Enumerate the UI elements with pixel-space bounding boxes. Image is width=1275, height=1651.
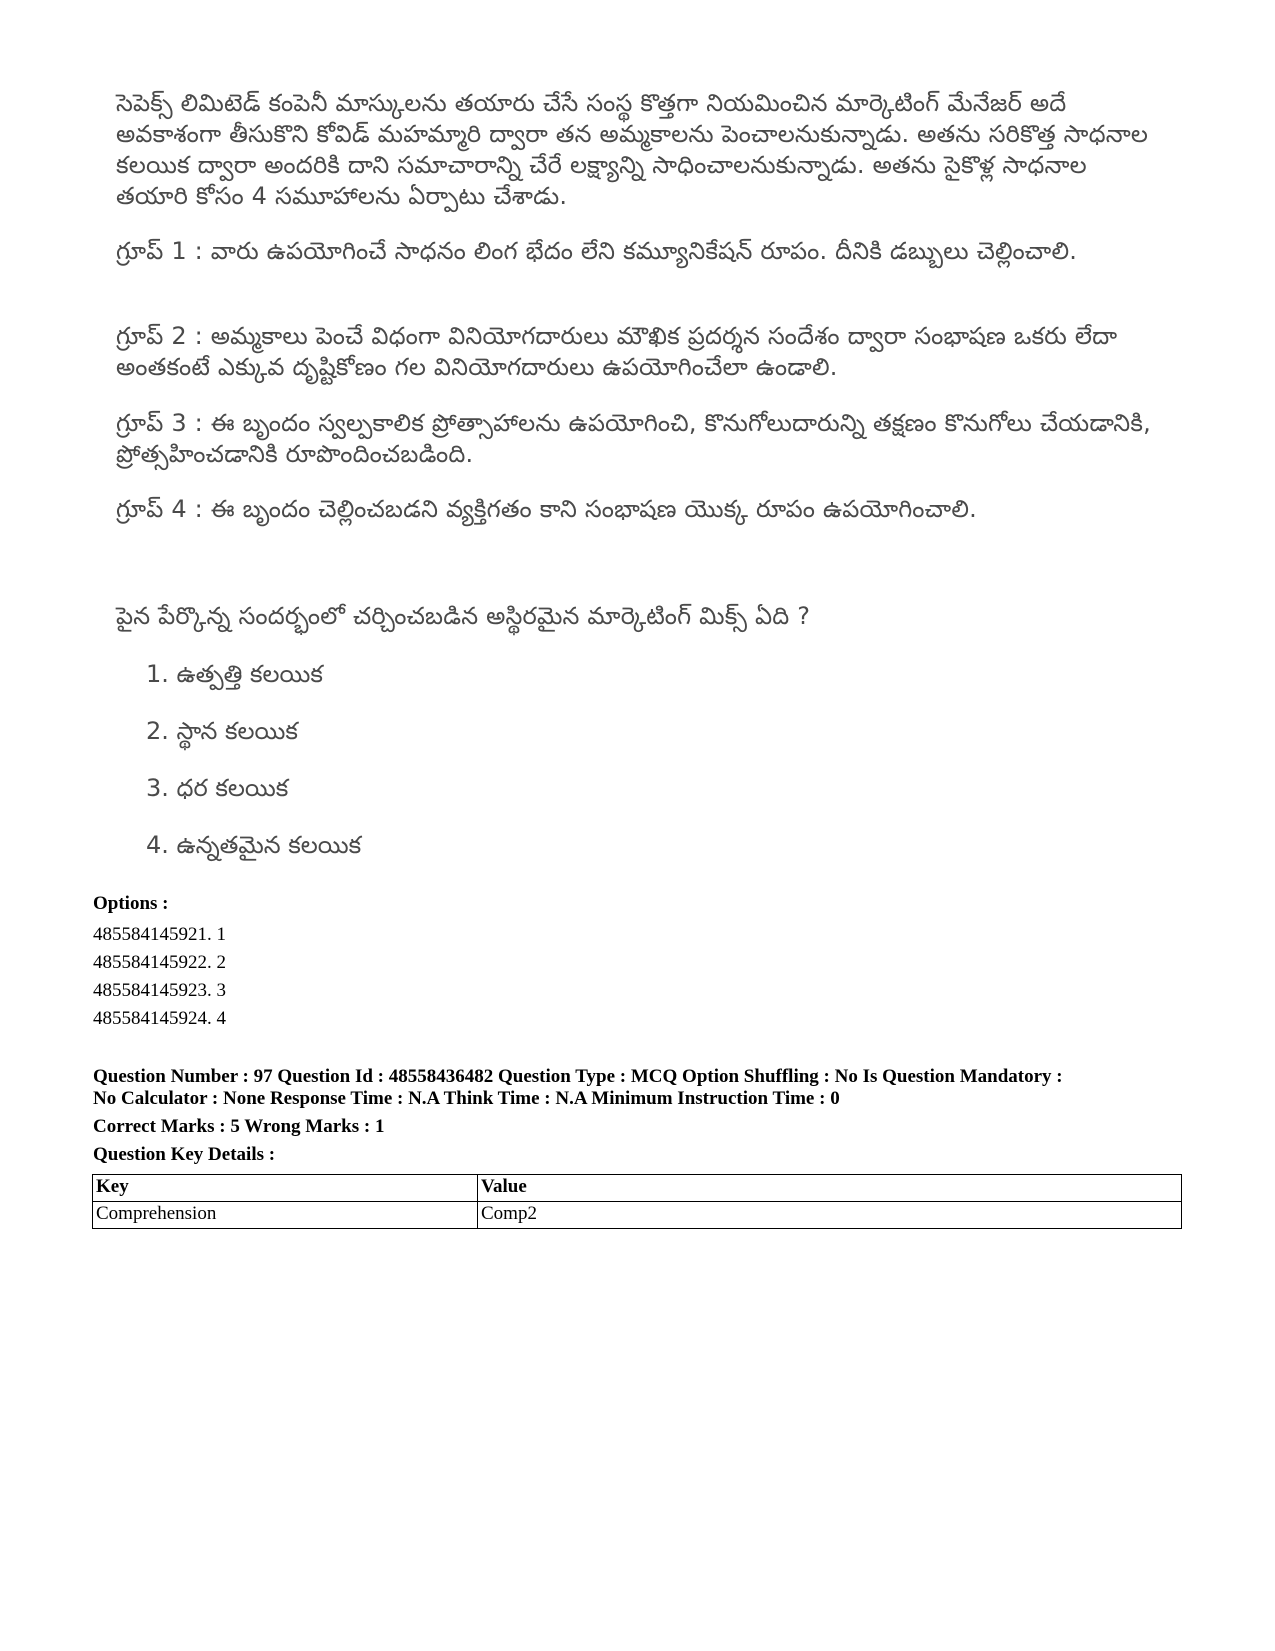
table-header-row	[93, 1175, 1182, 1202]
meta-line-2: No Calculator : None Response Time : N.A Think Time : N.A Minimum Instruction Time : 0	[93, 1088, 840, 1109]
option-item: 485584145921. 1	[93, 924, 226, 945]
question-text: పైన పేర్కొన్న సందర్భంలో చర్చించబడిన అస్థిరమైన మార్కెటింగ్ మిక్స్ ఏది ?	[116, 602, 811, 630]
option-item: 485584145922. 2	[93, 952, 226, 973]
group-4-text: గ్రూప్ 4 : ఈ బృందం చెల్లించబడని వ్యక్తిగతం కాని సంభాషణ యొక్క రూపం ఉపయోగించాలి.	[116, 495, 977, 523]
group-2-text: గ్రూప్ 2 : అమ్మకాలు పెంచే విధంగా వినియోగదారులు మౌఖిక ప్రదర్శన సందేశం ద్వారా సంభాషణ ఒకరు లేదా అంతకంటే ఎక్కువ దృష్టికోణం గల వినియోగదారులు ఉపయోగించేలా ఉండాలి.	[116, 322, 1118, 381]
group-1-text: గ్రూప్ 1 : వారు ఉపయోగించే సాధనం లింగ భేదం లేని కమ్యూనికేషన్ రూపం. దీనికి డబ్బులు చెల్లించాలి.	[116, 237, 1078, 265]
table-cell-value: Comp2	[478, 1202, 1182, 1229]
marks-line: Correct Marks : 5 Wrong Marks : 1	[93, 1116, 385, 1137]
key-details-table	[92, 1174, 1182, 1229]
group-3-text: గ్రూప్ 3 : ఈ బృందం స్వల్పకాలిక ప్రోత్సాహాలను ఉపయోగించి, కొనుగోలుదారున్ని తక్షణం కొనుగోలు చేయడానికి, ప్రోత్సహించడానికి రూపొందించబడింది.	[116, 409, 1151, 468]
table-row	[93, 1202, 1182, 1229]
question-meta	[93, 1066, 1183, 1166]
passage-paragraph: సెపెక్స్ లిమిటెడ్ కంపెనీ మాస్కులను తయారు చేసే సంస్థ కొత్తగా నియమించిన మార్కెటింగ్ మేనేజర్ అదే అవకాశంగా తీసుకొని కోవిడ్ మహమ్మారి ద్వారా తన అమ్మకాలను పెంచాలనుకున్నాడు. అతను సరికొత్త సాధనాల కలయిక ద్వారా అందరికి దాని సమాచారాన్ని చేరే లక్ష్యాన్ని సాధించాలనుకున్నాడు. అతను సైకొళ్ల సాధనాల తయారి కోసం 4 సమూహాలను ఏర్పాటు చేశాడు.	[116, 89, 1149, 210]
passage-image	[100, 78, 1160, 878]
option-item: 485584145924. 4	[93, 1008, 226, 1029]
table-header-key: Key	[93, 1175, 478, 1202]
choice-3: 3. ధర కలయిక	[146, 774, 289, 802]
choice-4: 4. ఉన్నతమైన కలయిక	[146, 831, 362, 859]
choice-1: 1. ఉత్పత్తి కలయిక	[146, 660, 323, 688]
options-list	[93, 921, 226, 1033]
options-label: Options :	[93, 893, 169, 914]
table-cell-key: Comprehension	[93, 1202, 478, 1229]
key-details-label: Question Key Details :	[93, 1144, 276, 1165]
choice-2: 2. స్థాన కలయిక	[146, 717, 298, 745]
option-item: 485584145923. 3	[93, 980, 226, 1001]
meta-line-1: Question Number : 97 Question Id : 48558436482 Question Type : MCQ Option Shuffling : No Is Question Mandatory :	[93, 1066, 1063, 1087]
table-header-value: Value	[478, 1175, 1182, 1202]
